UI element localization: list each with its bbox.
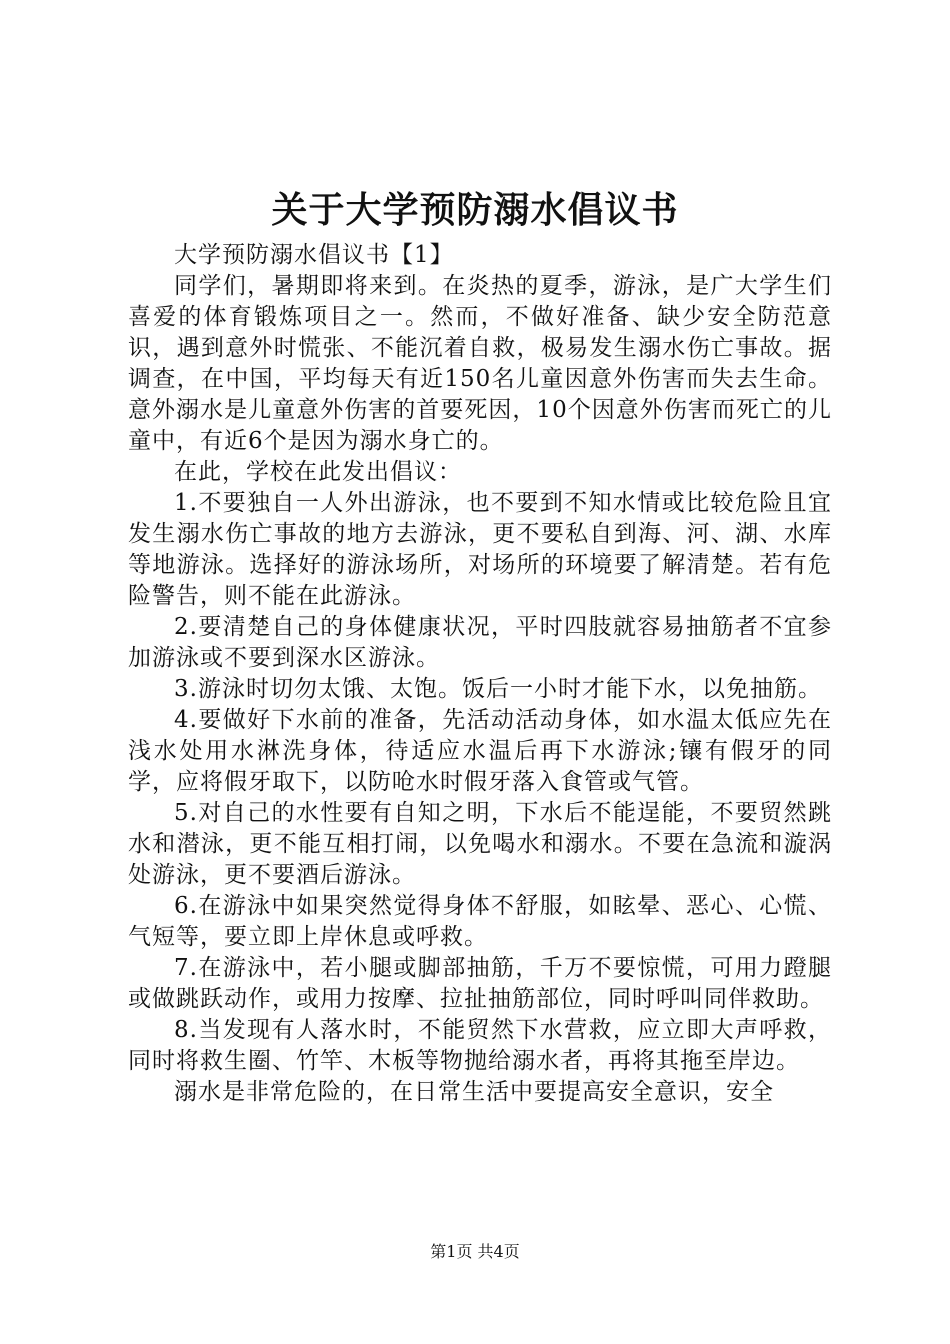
document-title: 关于大学预防溺水倡议书 (271, 189, 679, 231)
page-footer: 第1页 共4页 (430, 1242, 520, 1261)
paragraph-item-4: 4.要做好下水前的准备，先活动活动身体，如水温太低应先在浅水处用水淋洗身体，待适应水温后再下水游泳;镶有假牙的同学，应将假牙取下，以防呛水时假牙落入食管或气管。 (128, 707, 832, 795)
paragraph-proposal: 在此，学校在此发出倡议： (174, 459, 462, 485)
paragraph-item-2: 2.要清楚自己的身体健康状况，平时四肢就容易抽筋者不宜参加游泳或不要到深水区游泳。 (128, 614, 832, 671)
paragraph-subtitle: 大学预防溺水倡议书【1】 (174, 242, 454, 268)
paragraph-item-5: 5.对自己的水性要有自知之明，下水后不能逞能，不要贸然跳水和潜泳，更不能互相打闹，以免喝水和溺水。不要在急流和漩涡处游泳，更不要酒后游泳。 (128, 800, 832, 888)
paragraph-item-1: 1.不要独自一人外出游泳，也不要到不知水情或比较危险且宜发生溺水伤亡事故的地方去游泳，更不要私自到海、河、湖、水库等地游泳。选择好的游泳场所，对场所的环境要了解清楚。若有危险警告，则不能在此游泳。 (128, 490, 832, 609)
paragraph-item-6: 6.在游泳中如果突然觉得身体不舒服，如眩晕、恶心、心慌、气短等，要立即上岸休息或呼救。 (128, 893, 832, 950)
paragraph-intro: 同学们，暑期即将来到。在炎热的夏季，游泳，是广大学生们喜爱的体育锻炼项目之一。然而，不做好准备、缺少安全防范意识，遇到意外时慌张、不能沉着自救，极易发生溺水伤亡事故。据调查，在中国，平均每天有近150名儿童因意外伤害而失去生命。意外溺水是儿童意外伤害的首要死因，10个因意外伤害而死亡的儿童中，有近6个是因为溺水身亡的。 (128, 273, 832, 454)
paragraph-item-3: 3.游泳时切勿太饿、太饱。饭后一小时才能下水，以免抽筋。 (174, 676, 822, 702)
paragraph-item-8: 8.当发现有人落水时，不能贸然下水营救，应立即大声呼救，同时将救生圈、竹竿、木板等物抛给溺水者，再将其拖至岸边。 (128, 1017, 832, 1074)
paragraph-item-7: 7.在游泳中，若小腿或脚部抽筋，千万不要惊慌，可用力蹬腿或做跳跃动作，或用力按摩、拉扯抽筋部位，同时呼叫同伴救助。 (128, 955, 832, 1012)
paragraph-closing: 溺水是非常危险的，在日常生活中要提高安全意识，安全 (174, 1079, 774, 1105)
document-body (128, 240, 832, 1108)
